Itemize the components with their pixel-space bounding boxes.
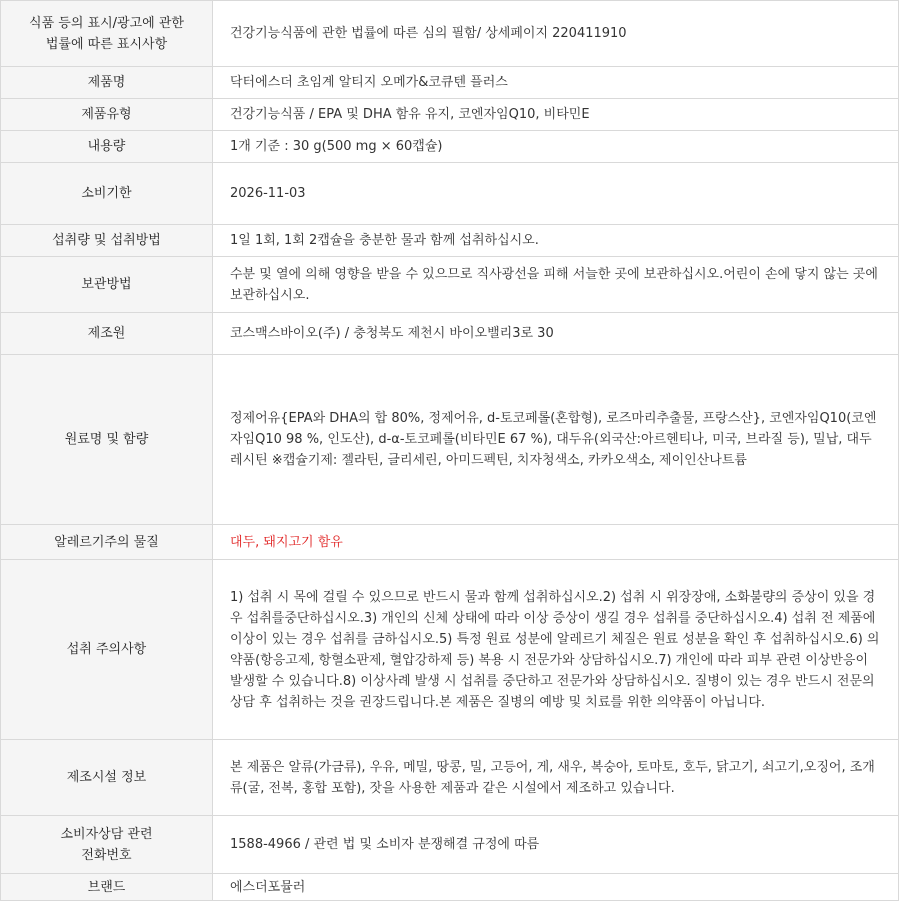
row-label: 소비기한 <box>1 163 213 225</box>
row-label: 알레르기주의 물질 <box>1 525 213 560</box>
row-label: 제조시설 정보 <box>1 740 213 816</box>
table-row <box>1 67 899 99</box>
row-value: 닥터에스더 초임계 알티지 오메가&코큐텐 플러스 <box>213 67 899 99</box>
row-value: 1) 섭취 시 목에 걸릴 수 있으므로 반드시 물과 함께 섭취하십시오.2) 섭취 시 위장장애, 소화불량의 증상이 있을 경우 섭취를중단하십시오.3) 개인의 신체 상태에 따라 이상 증상이 생길 경우 섭취를 중단하십시오.4) 섭취 전 제품에 이상이 있는 경우 섭취를 금하십시오.5) 특정 원료 성분에 알레르기 체질은 원료 성분을 확인 후 섭취하십시오.6) 의약품(항응고제, 항혈소판제, 혈압강하제 등) 복용 시 전문가와 상담하십시오.7) 개인에 따라 피부 관련 이상반응이 발생할 수 있습니다.8) 이상사례 발생 시 섭취를 중단하고 전문가와 상담하십시오. 질병이 있는 경우 반드시 전문의 상담 후 섭취하는 것을 권장드립니다.본 제품은 질병의 예방 및 치료를 위한 의약품이 아닙니다. <box>213 560 899 740</box>
row-value: 1588-4966 / 관련 법 및 소비자 분쟁해결 규정에 따름 <box>213 816 899 874</box>
table-row <box>1 99 899 131</box>
row-value: 정제어유{EPA와 DHA의 합 80%, 정제어유, d-토코페롤(혼합형), 로즈마리추출물, 프랑스산}, 코엔자임Q10(코엔자임Q10 98 %, 인도산), d-α-토코페롤(비타민E 67 %), 대두유(외국산:아르헨티나, 미국, 브라질 등), 밀납, 대두레시틴 ※캡슐기제: 젤라틴, 글리세린, 아미드펙틴, 치자청색소, 카카오색소, 제이인산나트륨 <box>213 355 899 525</box>
row-label: 원료명 및 함량 <box>1 355 213 525</box>
table-row <box>1 131 899 163</box>
table-row <box>1 874 899 901</box>
row-label: 식품 등의 표시/광고에 관한 법률에 따른 표시사항 <box>1 1 213 67</box>
table-row <box>1 1 899 67</box>
table-row <box>1 816 899 874</box>
table-row <box>1 163 899 225</box>
row-value: 1개 기준 : 30 g(500 mg × 60캡슐) <box>213 131 899 163</box>
row-value: 코스맥스바이오(주) / 충청북도 제천시 바이오밸리3로 30 <box>213 313 899 355</box>
row-label: 소비자상담 관련 전화번호 <box>1 816 213 874</box>
row-label: 브랜드 <box>1 874 213 901</box>
row-value: 에스더포뮬러 <box>213 874 899 901</box>
row-label: 제조원 <box>1 313 213 355</box>
row-value: 건강기능식품에 관한 법률에 따른 심의 필함/ 상세페이지 220411910 <box>213 1 899 67</box>
table-row <box>1 257 899 313</box>
row-value: 1일 1회, 1회 2캡슐을 충분한 물과 함께 섭취하십시오. <box>213 225 899 257</box>
row-label: 보관방법 <box>1 257 213 313</box>
table-row <box>1 740 899 816</box>
row-label: 섭취량 및 섭취방법 <box>1 225 213 257</box>
row-value: 2026-11-03 <box>213 163 899 225</box>
row-label: 제품유형 <box>1 99 213 131</box>
row-label: 섭취 주의사항 <box>1 560 213 740</box>
row-label: 내용량 <box>1 131 213 163</box>
table-row <box>1 560 899 740</box>
table-row <box>1 355 899 525</box>
row-label: 제품명 <box>1 67 213 99</box>
table-row <box>1 313 899 355</box>
table-row <box>1 525 899 560</box>
row-value: 수분 및 열에 의해 영향을 받을 수 있으므로 직사광선을 피해 서늘한 곳에 보관하십시오.어린이 손에 닿지 않는 곳에 보관하십시오. <box>213 257 899 313</box>
allergen-warning: 대두, 돼지고기 함유 <box>213 525 899 560</box>
row-value: 본 제품은 알류(가금류), 우유, 메밀, 땅콩, 밀, 고등어, 게, 새우, 복숭아, 토마토, 호두, 닭고기, 쇠고기,오징어, 조개류(굴, 전복, 홍합 포함), 잣을 사용한 제품과 같은 시설에서 제조하고 있습니다. <box>213 740 899 816</box>
row-value: 건강기능식품 / EPA 및 DHA 함유 유지, 코엔자임Q10, 비타민E <box>213 99 899 131</box>
table-row <box>1 225 899 257</box>
